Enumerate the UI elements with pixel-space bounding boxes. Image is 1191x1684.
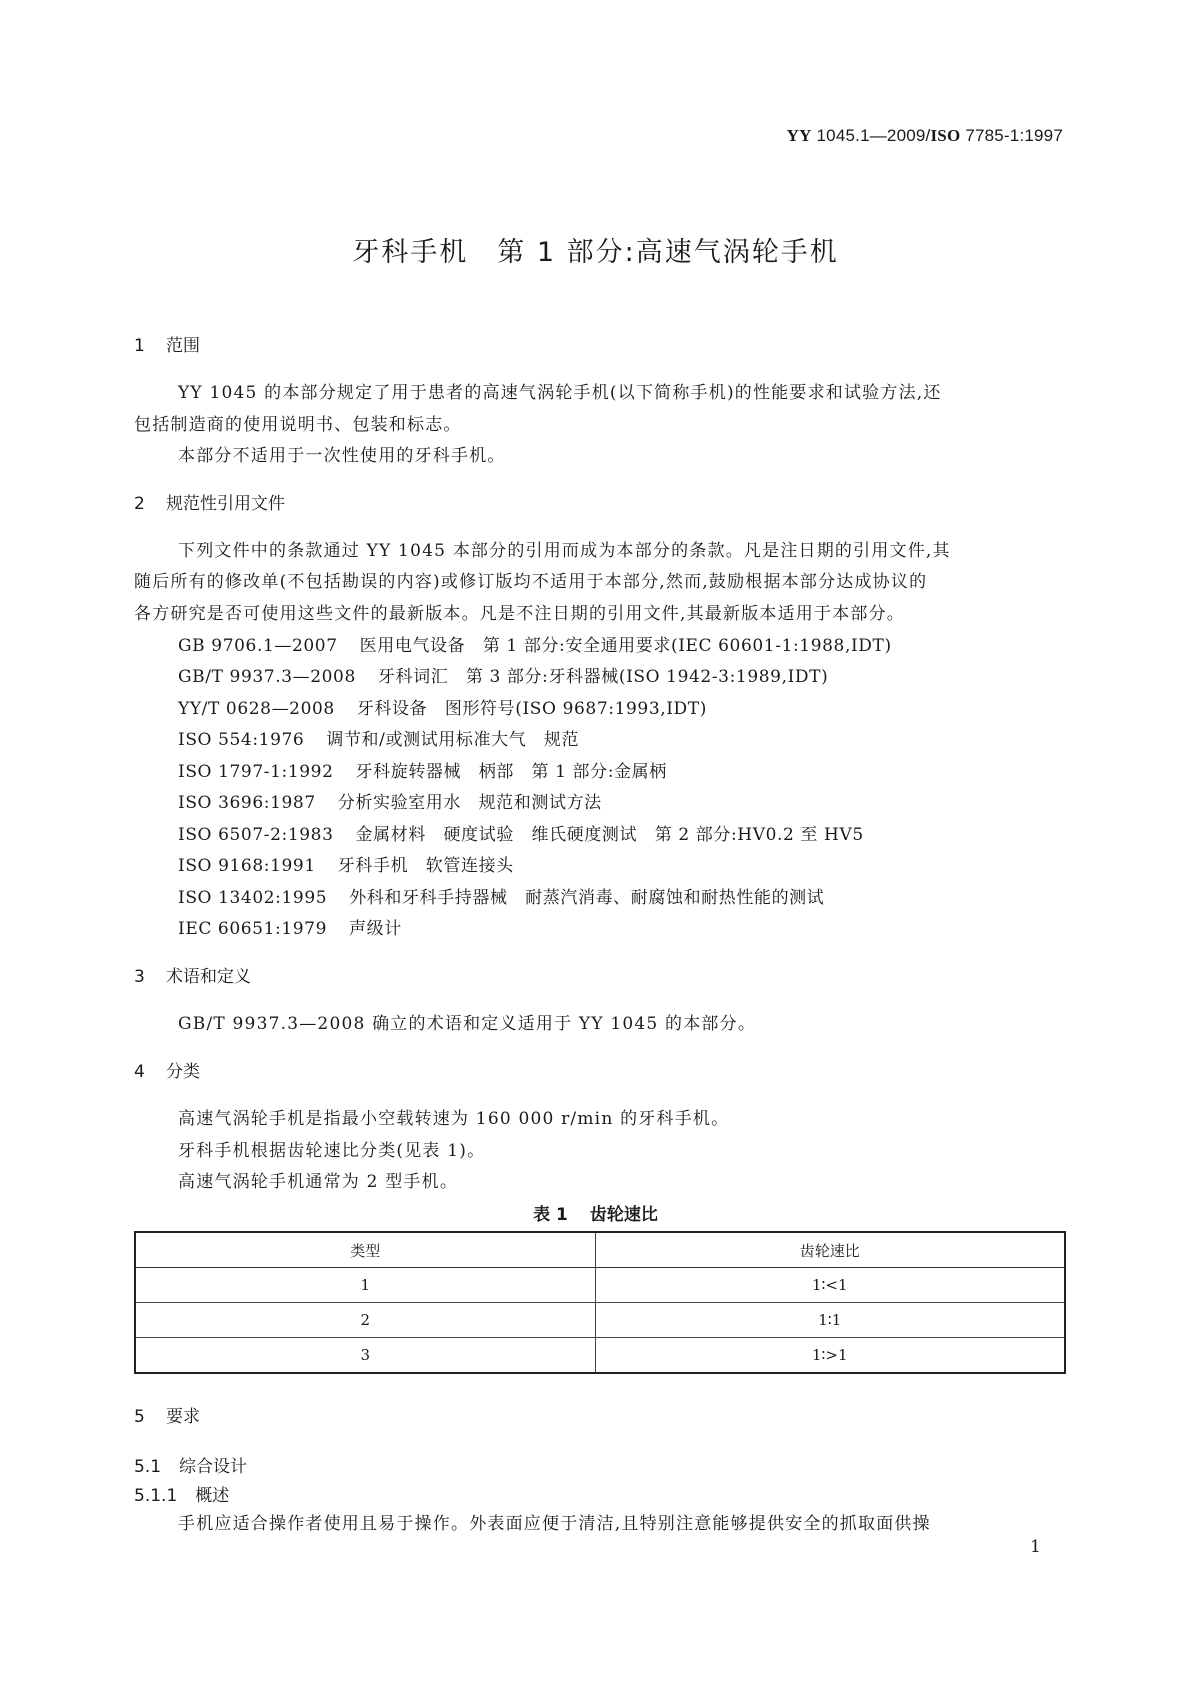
reference-item: GB 9706.1—2007 医用电气设备 第 1 部分:安全通用要求(IEC 60601-1:1988,IDT) xyxy=(178,636,892,656)
paragraph: YY 1045 的本部分规定了用于患者的高速气涡轮手机(以下简称手机)的性能要求和试验方法,还 xyxy=(178,383,942,403)
cell-type: 2 xyxy=(135,1303,595,1338)
section-3-heading: 3 术语和定义 xyxy=(134,967,251,987)
section-5-heading: 5 要求 xyxy=(134,1407,200,1427)
section-5-1-heading: 5.1 综合设计 xyxy=(134,1457,248,1477)
reference-item: ISO 6507-2:1983 金属材料 硬度试验 维氏硬度测试 第 2 部分:HV0.2 至 HV5 xyxy=(178,825,864,845)
standard-code: YY 1045.1—2009/ISO 7785-1:1997 xyxy=(786,126,1063,145)
cell-type: 1 xyxy=(135,1268,595,1303)
gear-ratio-table xyxy=(134,1231,1066,1374)
table-row xyxy=(135,1303,1065,1338)
table-caption: 表 1 齿轮速比 xyxy=(533,1205,658,1225)
table-header-row xyxy=(135,1232,1065,1268)
reference-item: ISO 554:1976 调节和/或测试用标准大气 规范 xyxy=(178,730,580,750)
cell-gear-ratio: 1∶1 xyxy=(595,1303,1065,1338)
paragraph: GB/T 9937.3—2008 确立的术语和定义适用于 YY 1045 的本部分。 xyxy=(178,1014,757,1034)
table-row xyxy=(135,1268,1065,1303)
section-2-heading: 2 规范性引用文件 xyxy=(134,494,285,514)
column-header-type: 类型 xyxy=(135,1232,595,1268)
paragraph: 牙科手机根据齿轮速比分类(见表 1)。 xyxy=(178,1141,486,1161)
column-header-gear-ratio: 齿轮速比 xyxy=(595,1232,1065,1268)
section-5-1-1-heading: 5.1.1 概述 xyxy=(134,1486,230,1506)
cell-gear-ratio: 1∶<1 xyxy=(595,1268,1065,1303)
paragraph: 手机应适合操作者使用且易于操作。外表面应便于清洁,且特别注意能够提供安全的抓取面供操 xyxy=(178,1514,931,1534)
paragraph: 包括制造商的使用说明书、包装和标志。 xyxy=(134,415,462,435)
paragraph: 高速气涡轮手机通常为 2 型手机。 xyxy=(178,1172,459,1192)
reference-item: GB/T 9937.3—2008 牙科词汇 第 3 部分:牙科器械(ISO 1942-3:1989,IDT) xyxy=(178,667,829,687)
cell-gear-ratio: 1∶>1 xyxy=(595,1338,1065,1374)
section-1-heading: 1 范围 xyxy=(134,336,200,356)
reference-item: YY/T 0628—2008 牙科设备 图形符号(ISO 9687:1993,IDT) xyxy=(178,699,707,719)
paragraph: 下列文件中的条款通过 YY 1045 本部分的引用而成为本部分的条款。凡是注日期的引用文件,其 xyxy=(178,541,951,561)
paragraph: 各方研究是否可使用这些文件的最新版本。凡是不注日期的引用文件,其最新版本适用于本部分。 xyxy=(134,604,906,624)
reference-item: ISO 13402:1995 外科和牙科手持器械 耐蒸汽消毒、耐腐蚀和耐热性能的测试 xyxy=(178,888,825,908)
reference-item: ISO 3696:1987 分析实验室用水 规范和测试方法 xyxy=(178,793,602,813)
paragraph: 本部分不适用于一次性使用的牙科手机。 xyxy=(178,446,506,466)
reference-item: IEC 60651:1979 声级计 xyxy=(178,919,402,939)
section-4-heading: 4 分类 xyxy=(134,1062,200,1082)
reference-item: ISO 1797-1:1992 牙科旋转器械 柄部 第 1 部分:金属柄 xyxy=(178,762,667,782)
paragraph: 高速气涡轮手机是指最小空载转速为 160 000 r/min 的牙科手机。 xyxy=(178,1109,730,1129)
table-row xyxy=(135,1338,1065,1374)
document-title: 牙科手机 第 1 部分:高速气涡轮手机 xyxy=(352,237,839,268)
cell-type: 3 xyxy=(135,1338,595,1374)
reference-item: ISO 9168:1991 牙科手机 软管连接头 xyxy=(178,856,514,876)
page-number: 1 xyxy=(1030,1537,1041,1557)
paragraph: 随后所有的修改单(不包括勘误的内容)或修订版均不适用于本部分,然而,鼓励根据本部分达成协议的 xyxy=(134,572,928,592)
